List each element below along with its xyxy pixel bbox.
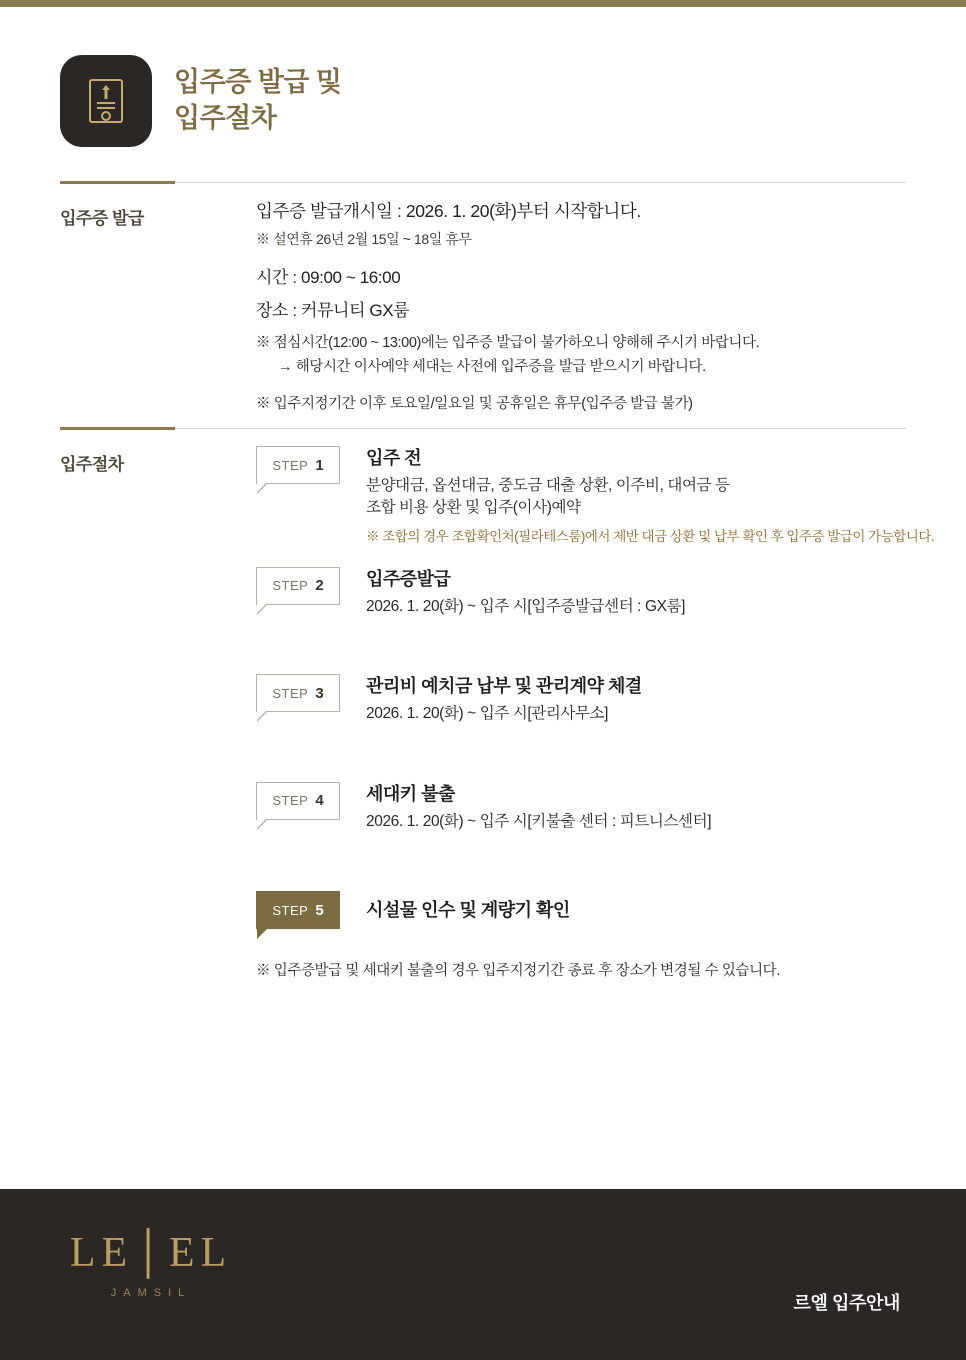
step-badge-number-2: 2 — [315, 577, 324, 595]
section-issue-divider — [60, 182, 906, 183]
section-process-label: 입주절차 — [60, 455, 124, 474]
step-text-5 — [366, 889, 570, 927]
step-badge-label-4: STEP — [272, 793, 309, 809]
brand-logo-mark: LE│EL — [69, 1230, 233, 1276]
step-desc-2-line1: 2026. 1. 20(화) ~ 입주 시[입주증발급센터 : GX룸] — [366, 597, 686, 615]
step-title-2: 입주증발급 — [366, 568, 451, 589]
step-badge-label-5: STEP — [272, 902, 309, 918]
step-text-2 — [366, 565, 685, 618]
step-text-4 — [366, 780, 711, 833]
step-badge-number-1: 1 — [315, 456, 324, 474]
issue-weekend-note: ※ 입주지정기간 이후 토요일/일요일 및 공휴일은 휴무(입주증 발급 불가) — [256, 396, 693, 412]
step-text-1 — [366, 444, 934, 545]
step-warn-1: ※ 조합의 경우 조합확인처(필라테스룸)에서 제반 대금 상환 및 납부 확인 후 입주증 발급이 가능합니다. — [366, 528, 935, 544]
step-title-4: 세대키 불출 — [366, 783, 455, 804]
step-desc-3-line1: 2026. 1. 20(화) ~ 입주 시[관리사무소] — [366, 705, 609, 723]
step-badge-3 — [256, 674, 340, 712]
section-process-accent — [60, 427, 175, 430]
section-process-divider — [60, 428, 906, 429]
page-title-line2: 입주절차 — [174, 103, 277, 133]
page-title-line1: 입주증 발급 및 — [174, 67, 342, 98]
step-title-5: 시설물 인수 및 계량기 확인 — [366, 900, 570, 921]
issue-place-line: 장소 : 커뮤니티 GX룸 — [256, 301, 410, 320]
section-process-body — [256, 444, 946, 980]
section-issue-accent — [60, 181, 175, 184]
step-badge-number-5: 5 — [315, 901, 324, 919]
process-step-3 — [256, 672, 946, 725]
step-badge-number-4: 4 — [315, 792, 324, 810]
process-footnote: ※ 입주증발급 및 세대키 불출의 경우 입주지정기간 종료 후 장소가 변경될 수 있습니다. — [256, 963, 780, 980]
page-header — [60, 55, 342, 147]
page-title — [174, 65, 342, 137]
top-accent-rule — [0, 0, 966, 7]
brand-logo-sub: JAMSIL — [110, 1287, 192, 1299]
process-step-5 — [256, 889, 946, 929]
step-desc-4-line1: 2026. 1. 20(화) ~ 입주 시[키불출 센터 : 피트니스센터] — [366, 812, 712, 830]
step-badge-label-1: STEP — [272, 457, 309, 473]
step-title-3: 관리비 예치금 납부 및 관리계약 체결 — [366, 676, 642, 697]
brand-logo — [66, 1229, 236, 1299]
issue-holiday-note: ※ 설연휴 26년 2월 15일 ~ 18일 휴무 — [256, 231, 472, 247]
section-issue-body — [256, 198, 906, 413]
process-step-4 — [256, 780, 946, 833]
issue-lunch-note: ※ 점심시간(12:00 ~ 13:00)에는 입주증 발급이 불가하오니 양해해 주시기 바랍니다. — [256, 335, 760, 351]
step-desc-1-line2: 조합 비용 상환 및 입주(이사)예약 — [366, 499, 581, 517]
step-badge-4 — [256, 782, 340, 820]
section-issue-label: 입주증 발급 — [60, 209, 144, 228]
step-badge-1 — [256, 446, 340, 484]
process-step-1 — [256, 444, 946, 545]
process-step-2 — [256, 565, 946, 618]
footer-bar — [0, 1189, 966, 1360]
step-badge-label-2: STEP — [272, 578, 309, 594]
issue-time-line: 시간 : 09:00 ~ 16:00 — [256, 268, 401, 287]
issue-lunch-note-sub: → 해당시간 이사예약 세대는 사전에 입주증을 발급 받으시기 바랍니다. — [278, 359, 706, 375]
certificate-document-icon — [60, 55, 152, 147]
step-text-3 — [366, 672, 642, 725]
step-badge-number-3: 3 — [315, 684, 324, 702]
step-badge-2 — [256, 567, 340, 605]
issue-start-line: 입주증 발급개시일 : 2026. 1. 20(화)부터 시작합니다. — [256, 201, 641, 221]
step-badge-label-3: STEP — [272, 685, 309, 701]
step-title-1: 입주 전 — [366, 448, 422, 468]
step-desc-1-line1: 분양대금, 옵션대금, 중도금 대출 상환, 이주비, 대여금 등 — [366, 477, 730, 494]
step-badge-5 — [256, 891, 340, 929]
footer-title: 르엘 입주안내 — [793, 1293, 900, 1313]
